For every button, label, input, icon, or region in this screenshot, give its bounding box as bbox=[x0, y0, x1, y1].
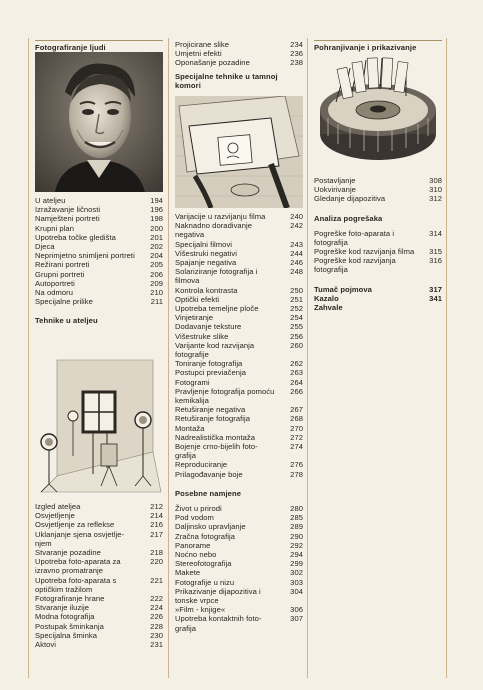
toc-entry-page: 317 bbox=[429, 284, 442, 294]
toc-entry bbox=[314, 229, 442, 247]
column-rule-right bbox=[446, 38, 447, 678]
column-rule-middle-right bbox=[307, 38, 308, 678]
toc-entry-title: Daljinsko upravljanje bbox=[175, 522, 246, 532]
toc-entry bbox=[175, 58, 303, 67]
toc-entry-page: 250 bbox=[290, 285, 303, 295]
toc-entry-title: Fotogrami bbox=[175, 377, 210, 387]
toc-entry bbox=[175, 424, 303, 433]
toc-entry-page: 209 bbox=[150, 278, 163, 288]
toc-entry bbox=[175, 378, 303, 387]
toc-entry bbox=[175, 504, 303, 513]
toc-entry-page: 254 bbox=[290, 313, 303, 323]
toc-entry-page: 304 bbox=[290, 586, 303, 596]
toc-entry-title: »Film - knjige« bbox=[175, 605, 226, 615]
toc-entry-title: Bojenje crno-bijelih foto-grafija bbox=[175, 442, 258, 461]
toc-entry-title: Neprimjetno snimljeni portreti bbox=[35, 251, 135, 261]
toc-entry-page: 248 bbox=[290, 267, 303, 277]
column-rule-middle-left bbox=[168, 38, 169, 678]
toc-entry bbox=[35, 260, 163, 269]
toc-entry-title: Pravljenje fotografija pomoću kemikalija bbox=[175, 386, 275, 406]
toc-entry bbox=[35, 205, 163, 214]
section-title-error-analysis: Analiza pogrešaka bbox=[314, 213, 383, 223]
toc-entry-page: 252 bbox=[290, 304, 303, 314]
toc-entry-title: Varijante kod razvijanja fotografije bbox=[175, 340, 255, 360]
toc-entry-title: Prikazivanje dijapozitiva i tonske vrpce bbox=[175, 586, 261, 605]
toc-entry-page: 205 bbox=[150, 260, 163, 270]
toc-entry-page: 274 bbox=[290, 442, 303, 452]
toc-entry-page: 256 bbox=[290, 331, 303, 341]
column-3 bbox=[314, 40, 442, 52]
toc-entry bbox=[175, 49, 303, 58]
toc-entry bbox=[175, 532, 303, 541]
toc-entry bbox=[175, 212, 303, 221]
toc-entry-page: 278 bbox=[290, 469, 303, 479]
darkroom-illustration bbox=[175, 96, 303, 208]
toc-entry-page: 285 bbox=[290, 513, 303, 523]
toc-entry bbox=[35, 576, 163, 594]
toc-entry-title: Izražavanje ličnosti bbox=[35, 205, 101, 215]
toc-entry-page: 268 bbox=[290, 414, 303, 424]
toc-entry-page: 276 bbox=[290, 460, 303, 470]
toc-entry-title: Modna fotografija bbox=[35, 612, 95, 622]
toc-entry-page: 251 bbox=[290, 294, 303, 304]
toc-entry-page: 224 bbox=[150, 603, 163, 613]
toc-entry-page: 218 bbox=[150, 548, 163, 558]
toc-entry bbox=[175, 433, 303, 442]
toc-entry-page: 243 bbox=[290, 239, 303, 249]
toc-entry-title: Pod vodom bbox=[175, 513, 214, 523]
toc-entry-title: Specijalni filmovi bbox=[175, 239, 233, 249]
toc-entry-page: 200 bbox=[150, 223, 163, 233]
section-title-darkroom: Specijalne tehnike u tamnoj komori bbox=[175, 71, 278, 90]
toc-entry bbox=[175, 414, 303, 423]
toc-entry-page: 272 bbox=[290, 432, 303, 442]
toc-entry bbox=[175, 513, 303, 522]
toc-entry bbox=[175, 550, 303, 559]
toc-entry-page: 222 bbox=[150, 594, 163, 604]
toc-entry-title: Višestruki negativi bbox=[175, 248, 238, 258]
toc-entry bbox=[314, 194, 442, 203]
toc-entry bbox=[35, 214, 163, 223]
toc-entry-title: Retuširanje negativa bbox=[175, 405, 246, 415]
toc-entry-title: Oponašanje pozadine bbox=[175, 58, 250, 68]
toc-entry bbox=[175, 368, 303, 377]
toc-entry bbox=[175, 267, 303, 285]
toc-entry-page: 262 bbox=[290, 359, 303, 369]
toc-entry-page: 216 bbox=[150, 520, 163, 530]
toc-entry bbox=[175, 442, 303, 460]
toc-entry-title: Solariziranje fotografija i filmova bbox=[175, 267, 258, 286]
toc-entry-page: 212 bbox=[150, 502, 163, 511]
toc-entry bbox=[35, 603, 163, 612]
toc-entry-title: Osvjetljenje bbox=[35, 511, 75, 521]
toc-entry-title: Krupni plan bbox=[35, 223, 74, 233]
toc-entry-page: 306 bbox=[290, 605, 303, 615]
toc-entry bbox=[35, 297, 163, 306]
toc-entry-page: 242 bbox=[290, 221, 303, 231]
toc-entry bbox=[35, 270, 163, 279]
toc-entry bbox=[314, 256, 442, 274]
toc-list-studio bbox=[35, 502, 163, 649]
toc-entry bbox=[175, 541, 303, 550]
toc-entry-title: U ateljeu bbox=[35, 196, 66, 205]
toc-entry bbox=[175, 304, 303, 313]
toc-entry-page: 294 bbox=[290, 549, 303, 559]
toc-entry-page: 236 bbox=[290, 49, 303, 59]
toc-entry bbox=[35, 640, 163, 649]
toc-entry-title: Osvjetljenje za reflekse bbox=[35, 520, 115, 530]
toc-entry-page: 267 bbox=[290, 405, 303, 415]
toc-entry-title: Postavljanje bbox=[314, 176, 356, 185]
toc-entry-title: Specijalna šminka bbox=[35, 630, 98, 640]
toc-entry bbox=[314, 247, 442, 256]
toc-entry bbox=[314, 303, 442, 312]
toc-entry-title: Na odmoru bbox=[35, 288, 74, 298]
toc-entry-page: 238 bbox=[290, 58, 303, 68]
toc-entry-title: Djeca bbox=[35, 242, 55, 252]
toc-entry bbox=[35, 279, 163, 288]
toc-entry bbox=[175, 258, 303, 267]
toc-entry-title: Izgled ateljea bbox=[35, 502, 81, 511]
section-title-portraits: Fotografiranje ljudi bbox=[35, 40, 163, 52]
toc-entry-title: Montaža bbox=[175, 423, 205, 433]
toc-entry-page: 270 bbox=[290, 423, 303, 433]
toc-entry-title: Autoportreti bbox=[35, 278, 75, 288]
toc-entry-title: Namješteni portreti bbox=[35, 214, 100, 224]
toc-entry-title: Varijacije u razvijanju filma bbox=[175, 212, 266, 221]
toc-entry-title: Dodavanje teksture bbox=[175, 322, 242, 332]
toc-entry bbox=[35, 502, 163, 511]
toc-entry-title: Umjetni efekti bbox=[175, 49, 222, 59]
column-2 bbox=[175, 40, 303, 90]
toc-entry-page: 260 bbox=[290, 340, 303, 350]
toc-entry-title: Uokvirivanje bbox=[314, 185, 356, 195]
toc-entry-title: Postupci previačenja bbox=[175, 368, 247, 378]
toc-entry-title: Stereofotografija bbox=[175, 559, 232, 569]
toc-entry bbox=[175, 341, 303, 359]
toc-entry-page: 310 bbox=[429, 185, 442, 195]
toc-entry-title: Režirani portreti bbox=[35, 260, 90, 270]
toc-entry-title: Fotografije u nizu bbox=[175, 577, 235, 587]
toc-entry-page: 255 bbox=[290, 322, 303, 332]
toc-entry bbox=[35, 196, 163, 205]
toc-entry-page: 198 bbox=[150, 214, 163, 224]
toc-entry bbox=[175, 332, 303, 341]
toc-entry-page: 292 bbox=[290, 540, 303, 550]
toc-entry-title: Noćno nebo bbox=[175, 549, 217, 559]
section-title-storage: Pohranjivanje i prikazivanje bbox=[314, 40, 442, 52]
toc-entry-title: Prilagođavanje boje bbox=[175, 469, 243, 479]
toc-entry bbox=[175, 240, 303, 249]
toc-entry-title: Upotreba temeljne ploče bbox=[175, 304, 259, 314]
toc-list-darkroom bbox=[175, 212, 303, 633]
toc-entry-title: Tumač pojmova bbox=[314, 284, 372, 294]
toc-list-portraits bbox=[35, 196, 163, 331]
toc-entry-title: Višestruke slike bbox=[175, 331, 229, 341]
toc-entry-page: 204 bbox=[150, 251, 163, 261]
toc-entry-page: 280 bbox=[290, 503, 303, 513]
toc-entry bbox=[175, 605, 303, 614]
toc-entry bbox=[35, 233, 163, 242]
toc-entry-title: Grupni portreti bbox=[35, 269, 85, 279]
toc-entry-title: Pogreške foto-aparata i fotografija bbox=[314, 228, 395, 247]
toc-entry-page: 299 bbox=[290, 559, 303, 569]
toc-entry-page: 302 bbox=[290, 568, 303, 578]
toc-list-storage bbox=[314, 176, 442, 312]
toc-entry-page: 217 bbox=[150, 529, 163, 539]
toc-entry-page: 211 bbox=[150, 297, 163, 307]
toc-entry bbox=[314, 285, 442, 294]
toc-entry bbox=[175, 559, 303, 568]
toc-entry-title: Upotreba foto-aparata za izravno promatranje bbox=[35, 557, 121, 576]
toc-entry bbox=[35, 548, 163, 557]
toc-entry-page: 312 bbox=[429, 194, 442, 204]
toc-entry bbox=[314, 176, 442, 185]
portrait-photo bbox=[35, 52, 163, 192]
toc-entry bbox=[35, 242, 163, 251]
toc-entry-title: Zračna fotografija bbox=[175, 531, 235, 541]
toc-entry-title: Makete bbox=[175, 568, 201, 578]
toc-entry-title: Fotografiranje hrane bbox=[35, 594, 105, 604]
toc-entry-page: 341 bbox=[429, 293, 442, 303]
toc-entry bbox=[35, 631, 163, 640]
toc-entry bbox=[175, 522, 303, 531]
toc-entry-title: Postupak šminkanja bbox=[35, 621, 104, 631]
toc-entry-page: 221 bbox=[150, 575, 163, 585]
toc-entry-title: Projicirane slike bbox=[175, 40, 230, 49]
toc-entry-title: Uklanjanje sjena osvjetlje-njem bbox=[35, 529, 125, 548]
toc-entry-title: Upotreba kontaktnih foto-grafija bbox=[175, 614, 262, 633]
section-title-special-purposes: Posebne namjene bbox=[175, 488, 242, 498]
toc-entry-title: Naknadno doradivanje negativa bbox=[175, 221, 252, 240]
toc-entry-page: 226 bbox=[150, 612, 163, 622]
toc-entry-title: Stvaranje iluzije bbox=[35, 603, 90, 613]
toc-entry-title: Upotreba foto-aparata s optičkim tražilom bbox=[35, 575, 117, 594]
toc-entry-page: 228 bbox=[150, 621, 163, 631]
toc-entry bbox=[175, 221, 303, 239]
toc-entry-title: Retuširanje fotografija bbox=[175, 414, 251, 424]
toc-entry-title: Specijalne prilike bbox=[35, 297, 93, 307]
toc-entry-page: 201 bbox=[150, 232, 163, 242]
toc-entry-page: 266 bbox=[290, 386, 303, 396]
toc-entry-title: Spajanje negativa bbox=[175, 258, 237, 268]
toc-entry-title: Gledanje dijapozitiva bbox=[314, 194, 386, 204]
toc-entry bbox=[35, 530, 163, 548]
toc-entry-title: Nadrealistička montaža bbox=[175, 432, 256, 442]
toc-entry bbox=[35, 251, 163, 260]
toc-entry-title: Upotreba točke gledišta bbox=[35, 232, 116, 242]
studio-illustration bbox=[35, 356, 163, 496]
toc-entry bbox=[175, 359, 303, 368]
toc-entry bbox=[175, 405, 303, 414]
toc-entry-page: 290 bbox=[290, 531, 303, 541]
toc-entry-title: Život u prirodi bbox=[175, 503, 222, 513]
toc-entry bbox=[35, 612, 163, 621]
toc-entry bbox=[175, 322, 303, 331]
toc-entry bbox=[175, 286, 303, 295]
toc-entry bbox=[175, 578, 303, 587]
toc-entry-page: 220 bbox=[150, 557, 163, 567]
toc-entry-title: Kazalo bbox=[314, 293, 339, 303]
toc-entry-page: 240 bbox=[290, 212, 303, 221]
toc-entry-page: 214 bbox=[150, 511, 163, 521]
toc-entry bbox=[175, 587, 303, 605]
toc-entry-page: 202 bbox=[150, 242, 163, 252]
toc-entry bbox=[175, 614, 303, 632]
toc-entry-title: Pogreške kod razvijanja filma bbox=[314, 247, 415, 257]
toc-entry-page: 307 bbox=[290, 614, 303, 624]
toc-entry bbox=[175, 568, 303, 577]
toc-entry-page: 231 bbox=[150, 640, 163, 650]
toc-entry-title: Pogreške kod razvijanja fotografija bbox=[314, 256, 396, 275]
toc-entry-title: Toniranje fotografija bbox=[175, 359, 243, 369]
toc-entry-page: 316 bbox=[429, 256, 442, 266]
toc-entry-page: 244 bbox=[290, 248, 303, 258]
toc-entry bbox=[35, 594, 163, 603]
toc-entry-page: 230 bbox=[150, 630, 163, 640]
toc-entry bbox=[35, 622, 163, 631]
toc-entry-page: 246 bbox=[290, 258, 303, 268]
toc-entry-title: Stvaranje pozadine bbox=[35, 548, 101, 558]
toc-entry bbox=[35, 511, 163, 520]
toc-entry-page: 303 bbox=[290, 577, 303, 587]
toc-entry-page: 194 bbox=[150, 196, 163, 205]
toc-entry-title: Panorame bbox=[175, 540, 211, 550]
toc-entry-page: 289 bbox=[290, 522, 303, 532]
slide-carousel-illustration bbox=[314, 54, 442, 166]
toc-entry-title: Optički efekti bbox=[175, 294, 220, 304]
toc-entry bbox=[175, 460, 303, 469]
toc-entry-title: Aktovi bbox=[35, 640, 56, 650]
toc-entry bbox=[314, 185, 442, 194]
toc-entry-page: 234 bbox=[290, 40, 303, 49]
column-rule-left bbox=[28, 38, 29, 678]
toc-entry bbox=[35, 288, 163, 297]
toc-entry bbox=[175, 249, 303, 258]
toc-entry-title: Zahvale bbox=[314, 303, 343, 313]
toc-entry-title: Vinjetiranje bbox=[175, 313, 214, 323]
toc-entry-title: Reproduciranje bbox=[175, 460, 228, 470]
section-title-studio: Tehnike u ateljeu bbox=[35, 316, 98, 326]
toc-entry bbox=[175, 387, 303, 405]
toc-entry bbox=[314, 294, 442, 303]
toc-entry-title: Kontrola kontrasta bbox=[175, 285, 238, 295]
toc-entry bbox=[35, 557, 163, 575]
toc-entry-page: 196 bbox=[150, 205, 163, 215]
column-1 bbox=[35, 40, 163, 52]
toc-entry-page: 314 bbox=[429, 228, 442, 238]
toc-entry-page: 308 bbox=[429, 176, 442, 185]
toc-entry bbox=[35, 224, 163, 233]
toc-entry bbox=[175, 40, 303, 49]
toc-entry-page: 315 bbox=[429, 247, 442, 257]
toc-entry bbox=[175, 313, 303, 322]
toc-entry-page: 210 bbox=[150, 288, 163, 298]
toc-entry bbox=[175, 470, 303, 479]
toc-entry-page: 206 bbox=[150, 269, 163, 279]
toc-entry-page: 264 bbox=[290, 377, 303, 387]
toc-entry bbox=[35, 520, 163, 529]
toc-entry bbox=[175, 295, 303, 304]
toc-entry-page: 263 bbox=[290, 368, 303, 378]
